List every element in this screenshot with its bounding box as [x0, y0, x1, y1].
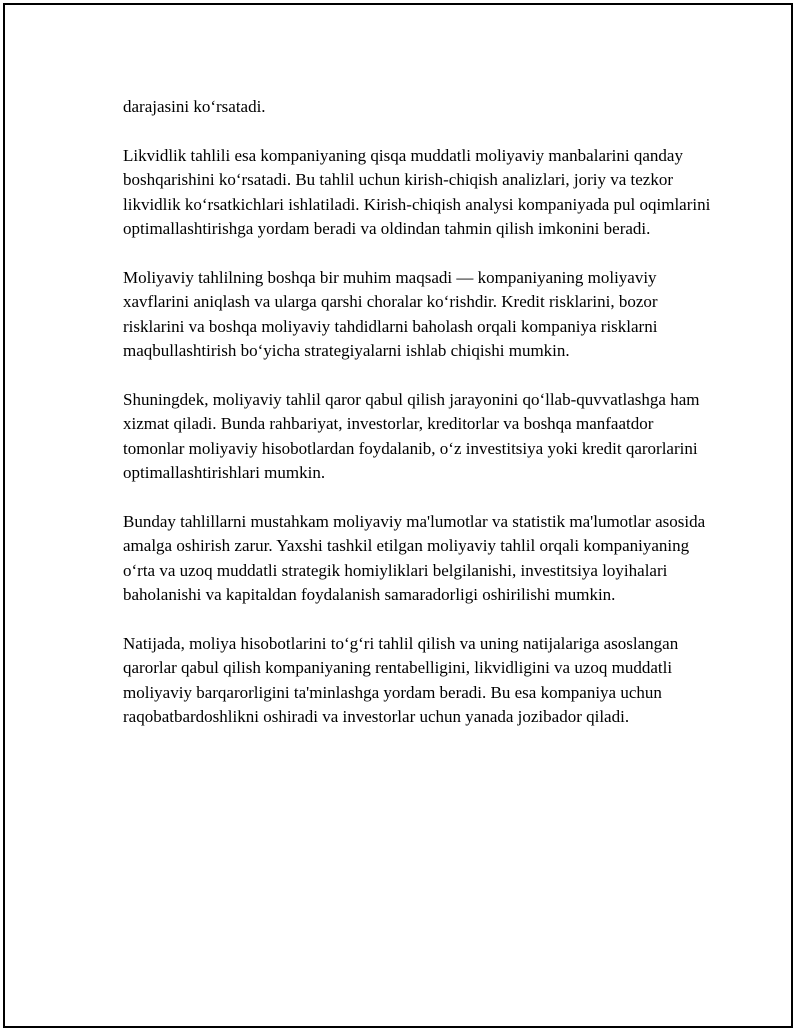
page-frame [3, 3, 793, 1028]
paragraph-2: Likvidlik tahlili esa kompaniyaning qisqa muddatli moliyaviy manbalarini qanday boshqarishini ko‘rsatadi. Bu tahlil uchun kirish-chiqish analizlari, joriy va tezkor likvidlik ko‘rsatkichlari ishlatiladi. Kirish-chiqish analysi kompaniyada pul oqimlarini optimallashtirishga yordam beradi va oldindan tahmin qilish imkonini beradi. [123, 145, 711, 239]
paragraph-3: Moliyaviy tahlilning boshqa bir muhim maqsadi — kompaniyaning moliyaviy xavflarini aniqlash va ularga qarshi choralar ko‘rishdir. Kredit risklarini, bozor risklarini va boshqa moliyaviy tahdidlarni baholash orqali kompaniya risklarni maqbullashtirish bo‘yicha strategiyalarni ishlab chiqishi mumkin. [123, 267, 658, 361]
paragraph-1: darajasini ko‘rsatadi. [123, 97, 266, 116]
paragraph-4: Shuningdek, moliyaviy tahlil qaror qabul qilish jarayonini qo‘llab-quvvatlashga ham xizmat qiladi. Bunda rahbariyat, investorlar, kreditorlar va boshqa manfaatdor tomonlar moliyaviy hisobotlardan foydalanib, o‘z investitsiya yoki kredit qarorlarini optimallashtirishlari mumkin. [123, 389, 700, 483]
paragraph-6: Natijada, moliya hisobotlarini to‘g‘ri tahlil qilish va uning natijalariga asoslangan qarorlar qabul qilish kompaniyaning rentabelligini, likvidligini va uzoq muddatli moliyaviy barqarorligini ta'minlashga yordam beradi. Bu esa kompaniya uchun raqobatbardoshlikni oshiradi va investorlar uchun yanada jozibador qiladi. [123, 633, 679, 727]
document-body [123, 95, 713, 754]
paragraph-5: Bunday tahlillarni mustahkam moliyaviy ma'lumotlar va statistik ma'lumotlar asosida amalga oshirish zarur. Yaxshi tashkil etilgan moliyaviy tahlil orqali kompaniyaning o‘rta va uzoq muddatli strategik homiyliklari belgilanishi, investitsiya loyihalari baholanishi va kapitaldan foydalanish samaradorligi oshirilishi mumkin. [123, 511, 706, 605]
